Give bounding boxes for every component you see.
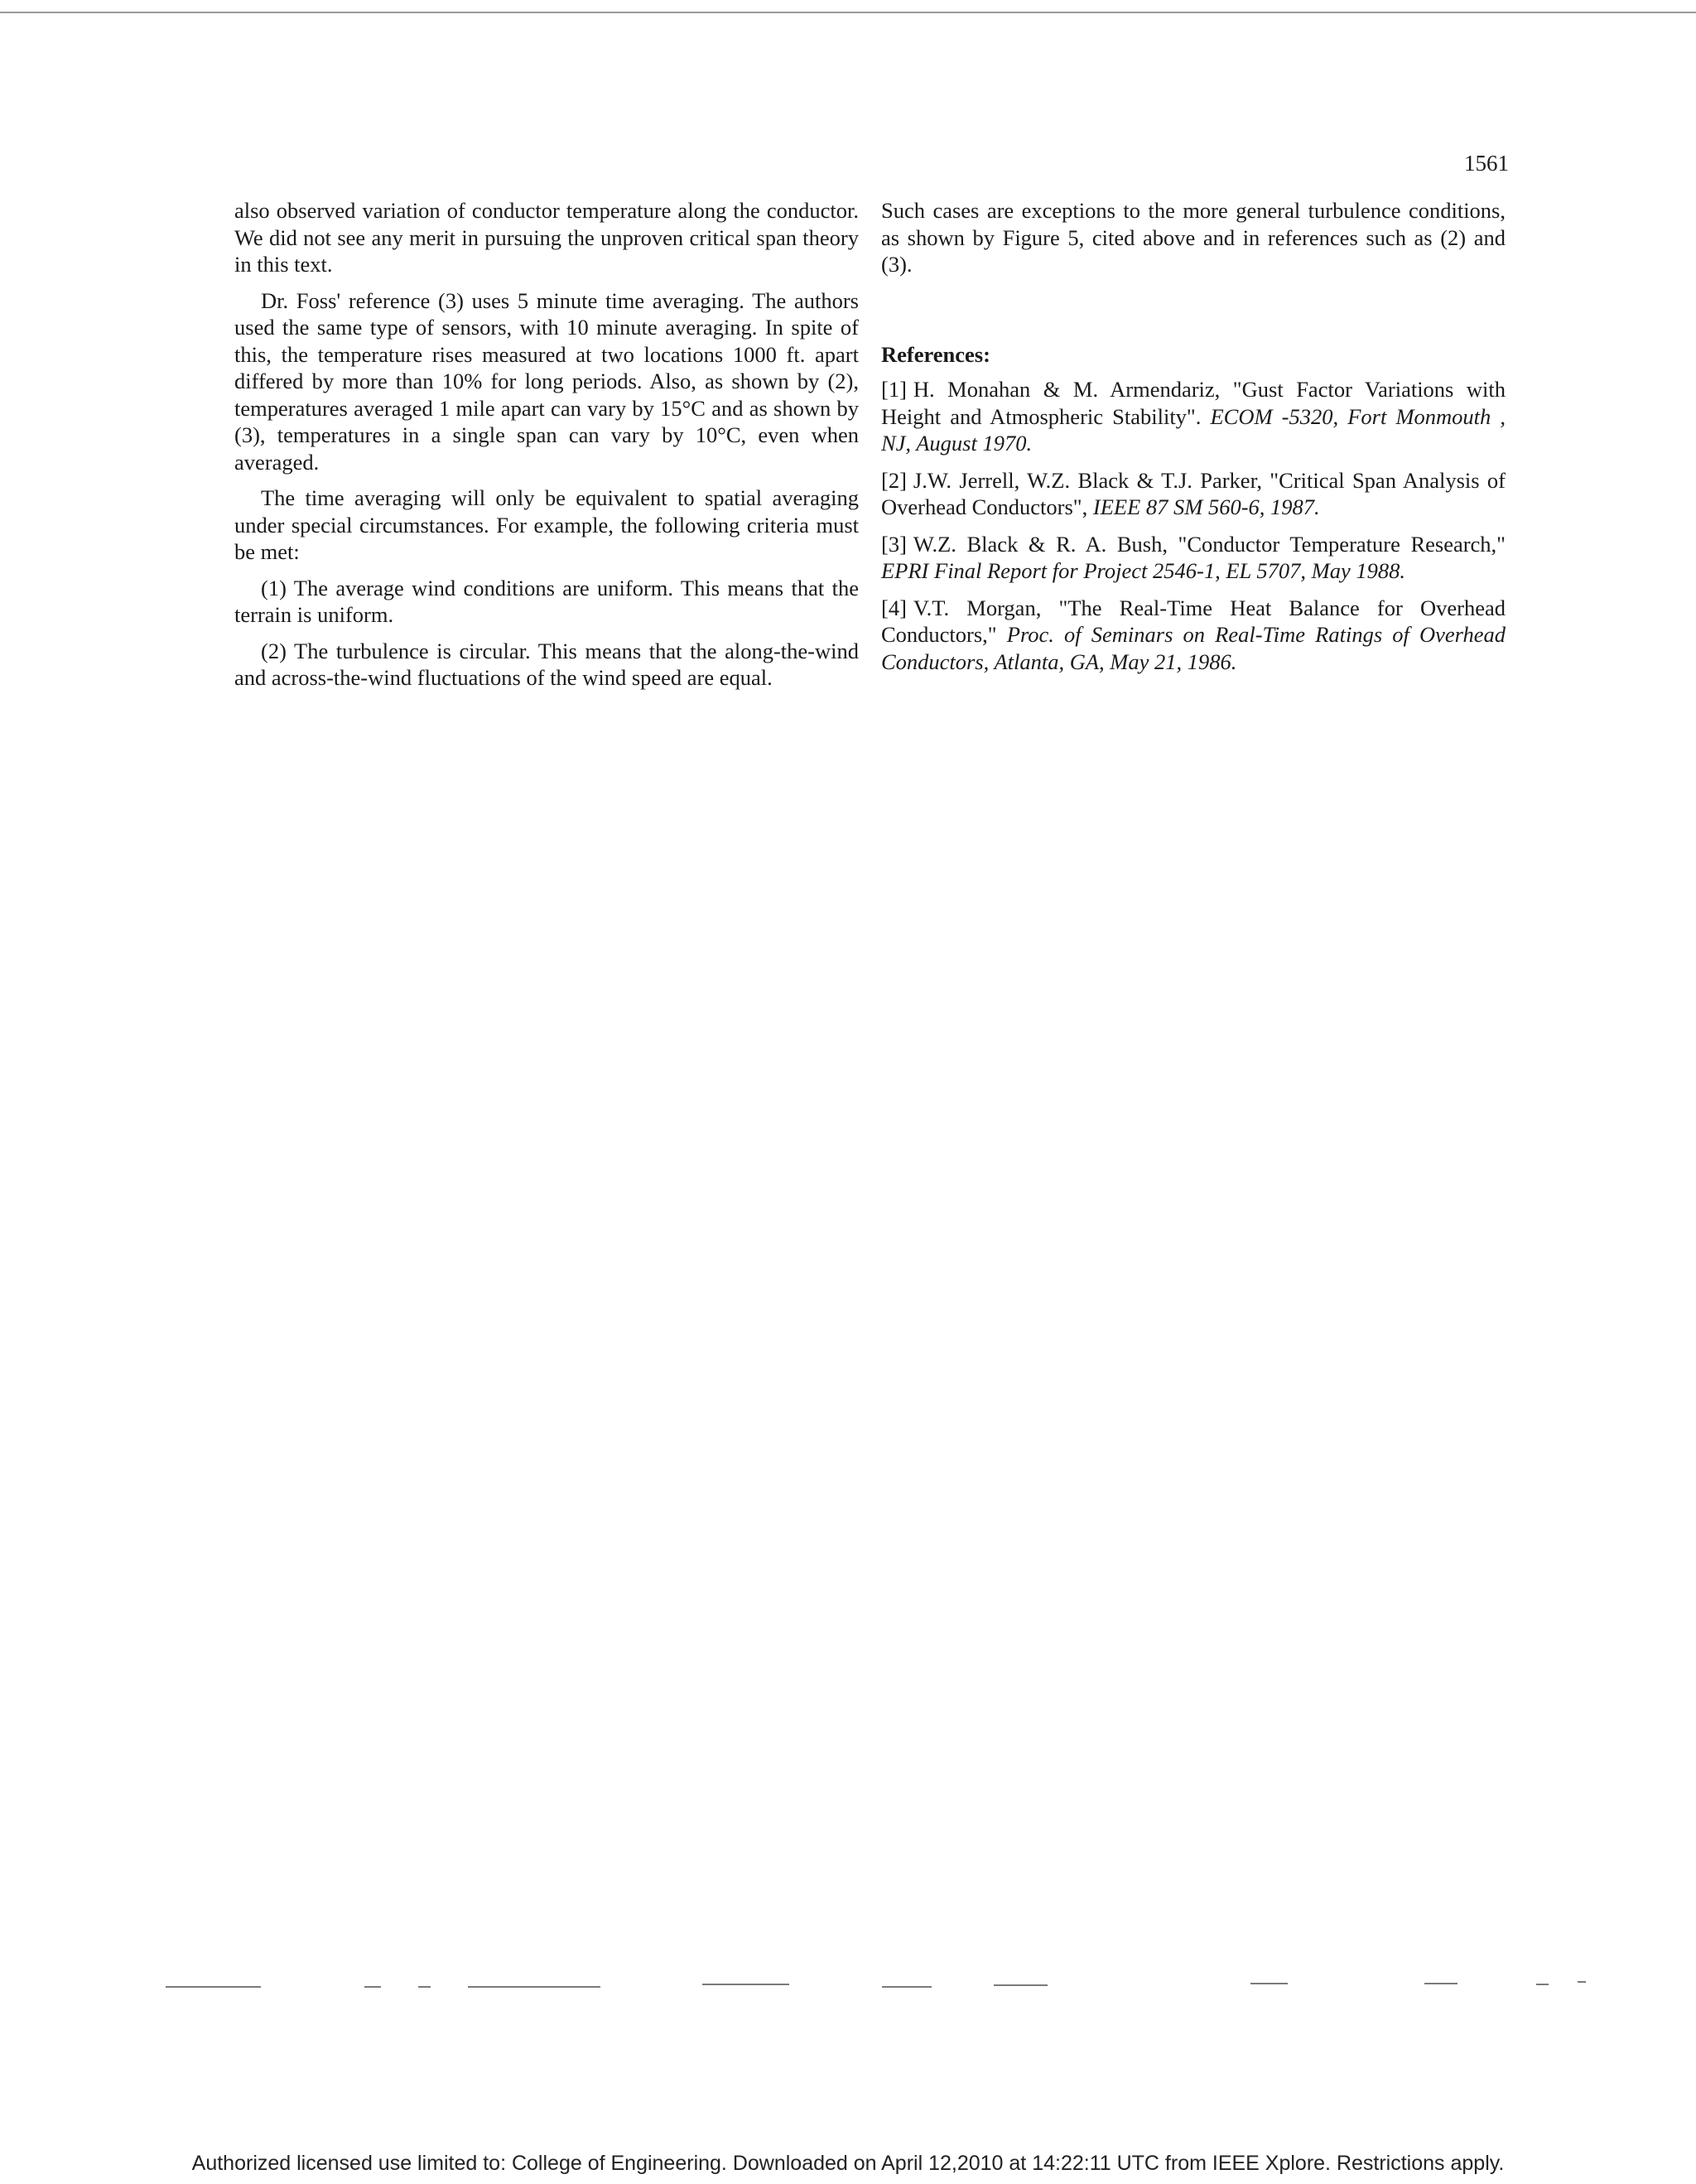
reference-item (881, 531, 1506, 585)
paragraph-time-averaging: Dr. Foss' reference (3) uses 5 minute time averaging. The authors used the same type of sensors, with 10 minute averaging. In spite of this, the temperature rises measured at two locations 1000 ft. apart differed by more than 10% for long periods. Also, as shown by (2), temperatures averaged 1 mile apart can vary by 15°C and as shown by (3), temperatures in a single span can vary by 10°C, even when averaged. (234, 287, 859, 475)
scan-artifact-dashes (0, 1986, 1696, 1994)
page-number: 1561 (1464, 151, 1509, 176)
criterion-1: (1) The average wind conditions are uniform. This means that the terrain is uniform. (234, 575, 859, 627)
references-heading: References: (881, 341, 990, 367)
criterion-2: (2) The turbulence is circular. This means that the along-the-wind and across-the-wind fluctuations of the wind speed are equal. (234, 638, 859, 690)
reference-number: [1] (881, 377, 907, 402)
paragraph-spatial-averaging: The time averaging will only be equivalent to spatial averaging under special circumstances. For example, the following criteria must be met: (234, 485, 859, 564)
reference-source: ECOM -5320, Fort Monmouth , NJ, August 1970. (881, 403, 1506, 456)
license-footer: Authorized licensed use limited to: College of Engineering. Downloaded on April 12,2010 at 14:22:11 UTC from IEEE Xplore. Restrictions apply. (191, 2152, 1505, 2175)
reference-item (881, 595, 1506, 676)
reference-text: V.T. Morgan, "The Real-Time Heat Balance for Overhead Conductors," (881, 595, 1506, 647)
paragraph-continuation: also observed variation of conductor temperature along the conductor. We did not see any merit in pursuing the unproven critical span theory in this text. (234, 198, 859, 277)
reference-text: W.Z. Black & R. A. Bush, "Conductor Temperature Research," (913, 531, 1506, 557)
paragraph-exceptions: Such cases are exceptions to the more general turbulence conditions, as shown by Figure 5, cited above and in references such as (2) and (3). (881, 198, 1506, 277)
reference-item (881, 376, 1506, 457)
right-column (881, 197, 1506, 685)
reference-number: [4] (881, 595, 907, 620)
reference-source: Proc. of Seminars on Real-Time Ratings of Overhead Conductors, Atlanta, GA, May 21, 1986. (881, 622, 1506, 674)
left-column (234, 197, 859, 701)
reference-text: H. Monahan & M. Armendariz, "Gust Factor Variations with Height and Atmospheric Stability". (881, 377, 1506, 429)
reference-number: [2] (881, 467, 907, 493)
reference-text: J.W. Jerrell, W.Z. Black & T.J. Parker, "Critical Span Analysis of Overhead Conductors", (881, 467, 1506, 519)
reference-item (881, 467, 1506, 521)
reference-number: [3] (881, 531, 907, 557)
top-scan-rule (0, 12, 1696, 13)
reference-source: IEEE 87 SM 560-6, 1987. (1092, 494, 1320, 519)
reference-source: EPRI Final Report for Project 2546-1, EL 5707, May 1988. (881, 558, 1405, 583)
